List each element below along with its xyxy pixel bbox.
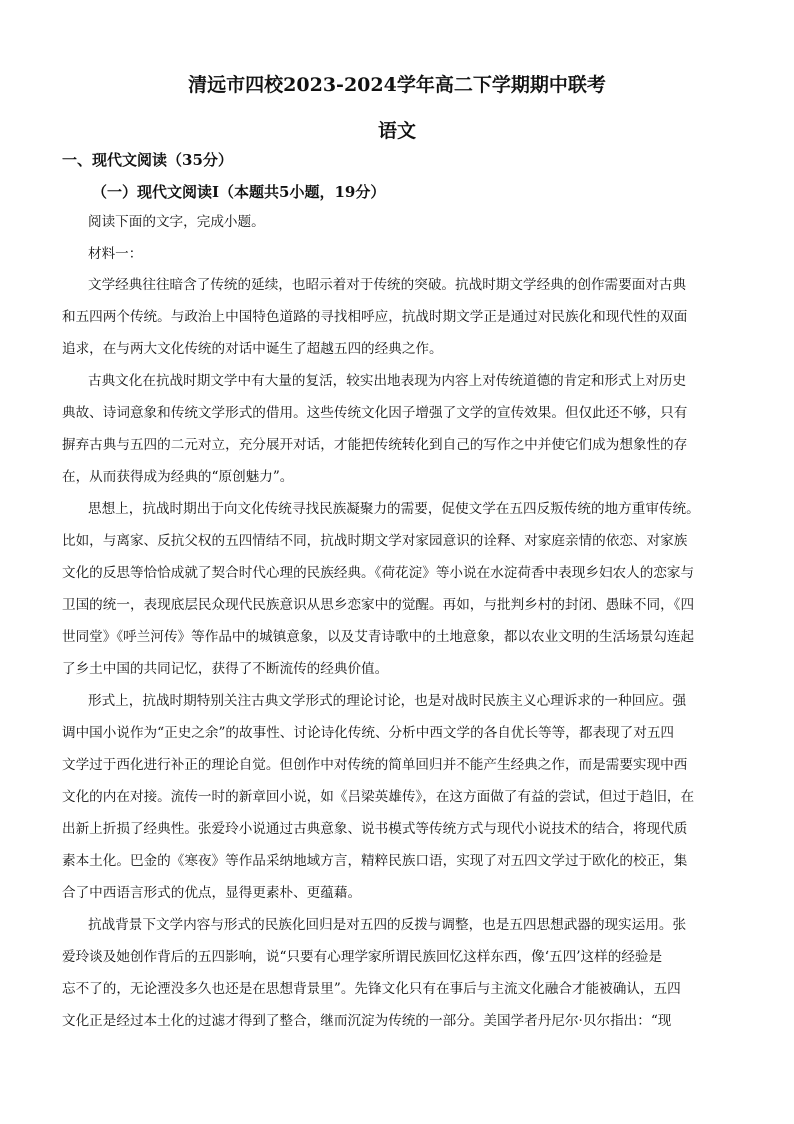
paragraph-line: 世同堂》《呼兰河传》等作品中的城镇意象，以及艾青诗歌中的土地意象，都以农业文明的生活场景勾连起: [62, 629, 695, 645]
paragraph-line: 和五四两个传统。与政治上中国特色道路的寻找相呼应，抗战时期文学正是通过对民族化和现代性的双面: [62, 309, 688, 325]
paragraph-line: 忘不了的，无论湮没多久也还是在思想背景里”。先锋文化只有在事后与主流文化融合才能被确认，五四: [62, 981, 681, 997]
paragraph-line: 抗战背景下文学内容与形式的民族化回归是对五四的反拨与调整，也是五四思想武器的现实运用。张: [88, 917, 687, 933]
subject-title: 语文: [377, 120, 416, 142]
subsection-heading: （一）现代文阅读Ⅰ（本题共5小题，19分）: [92, 183, 386, 201]
paragraph-line: 文学过于西化进行补正的理论自觉。但创作中对传统的简单回归并不能产生经典之作，而是需要实现中西: [62, 757, 688, 773]
paragraph-line: 合了中西语言形式的优点，显得更素朴、更蕴藉。: [62, 885, 362, 901]
paragraph-line: 调中国小说作为“正史之余”的故事性、讨论诗化传统、分析中西文学的各自优长等等，都表现了对五四: [62, 725, 675, 741]
paragraph-line: 文学经典往往暗含了传统的延续，也昭示着对于传统的突破。抗战时期文学经典的创作需要面对古典: [88, 277, 687, 293]
paragraph-line: 出新上折损了经典性。张爱玲小说通过古典意象、说书模式等传统方式与现代小说技术的结合，将现代质: [62, 821, 688, 837]
exam-title: 清远市四校2023-2024学年高二下学期期中联考: [188, 74, 606, 96]
instruction-text: 阅读下面的文字，完成小题。: [88, 214, 265, 230]
paragraph-line: 素本土化。巴金的《寒夜》等作品采纳地域方言，精粹民族口语，实现了对五四文学过于欧化的校正，集: [62, 853, 688, 869]
paragraph-line: 比如，与离家、反抗父权的五四情结不同，抗战时期文学对家园意识的诠释、对家庭亲情的依恋、对家族: [62, 533, 688, 549]
paragraph-line: 了乡土中国的共同记忆，获得了不断流传的经典价值。: [62, 661, 389, 677]
section-heading: 一、现代文阅读（35分）: [62, 151, 233, 169]
paragraph-line: 追求，在与两大文化传统的对话中诞生了超越五四的经典之作。: [62, 341, 443, 357]
paragraph-line: 形式上，抗战时期特别关注古典文学形式的理论讨论，也是对战时民族主义心理诉求的一种回应。强: [88, 693, 687, 709]
paragraph-line: 文化正是经过本土化的过滤才得到了整合，继而沉淀为传统的一部分。美国学者丹尼尔·贝尔指出：“现: [62, 1013, 672, 1029]
paragraph-line: 文化的内在对接。流传一时的新章回小说，如《吕梁英雄传》，在这方面做了有益的尝试，但过于趋旧，在: [62, 789, 695, 805]
paragraph-line: 古典文化在抗战时期文学中有大量的复活，较实出地表现为内容上对传统道德的肯定和形式上对历史: [88, 373, 687, 389]
paragraph-line: 思想上，抗战时期出于向文化传统寻找民族凝聚力的需要，促使文学在五四反叛传统的地方重审传统。: [88, 501, 700, 517]
paragraph-line: 文化的反思等恰恰成就了契合时代心理的民族经典。《荷花淀》等小说在水淀荷香中表现乡妇农人的恋家与: [62, 565, 695, 581]
paragraph-line: 卫国的统一，表现底层民众现代民族意识从思乡恋家中的觉醒。再如，与批判乡村的封闭、愚昧不同，《四: [62, 597, 695, 613]
paragraph-line: 爱玲谈及她创作背后的五四影响，说“只要有心理学家所谓民族回忆这样东西，像‘五四’这样的经验是: [62, 949, 663, 965]
material-label: 材料一：: [88, 246, 143, 262]
paragraph-line: 典故、诗词意象和传统文学形式的借用。这些传统文化因子增强了文学的宣传效果。但仅此还不够，只有: [62, 405, 688, 421]
paragraph-line: 在，从而获得成为经典的“原创魅力”。: [62, 469, 294, 485]
paragraph-line: 摒弃古典与五四的二元对立，充分展开对话，才能把传统转化到自己的写作之中并使它们成为想象性的存: [62, 437, 688, 453]
